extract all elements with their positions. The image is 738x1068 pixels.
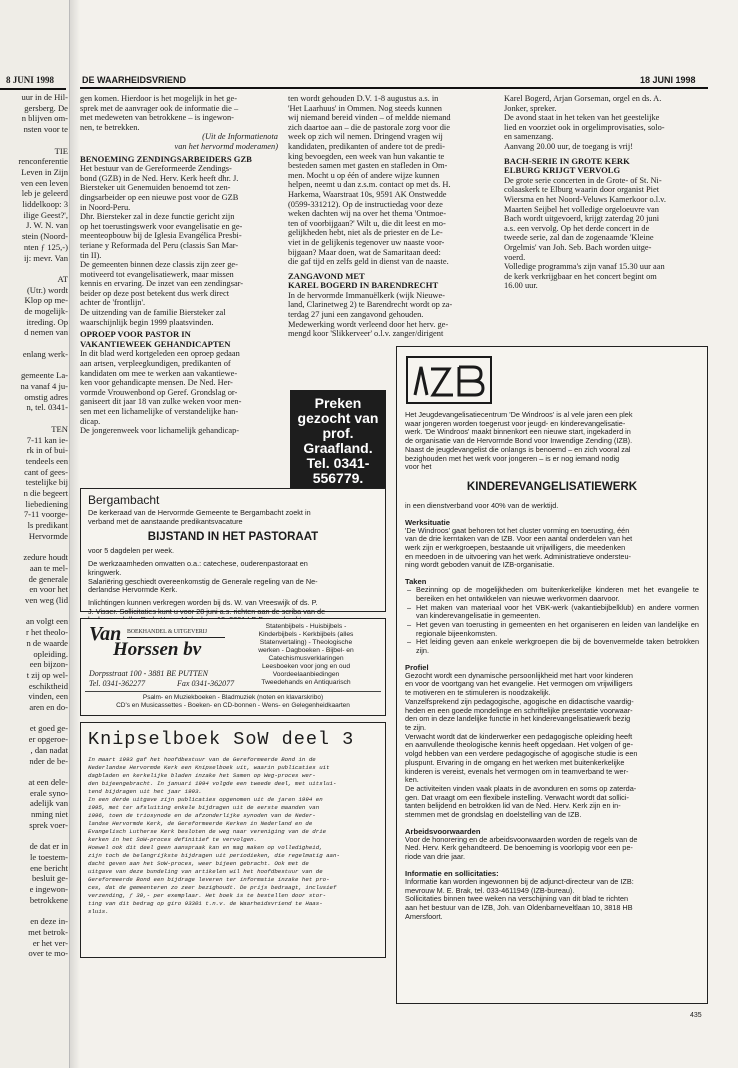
list-item: – Bezinning op de mogelijkheden om buitenkerkelijke kinderen met het evangelie te bereiken en het ontwikkelen van nieuwe werkvormen daarvoor. — [405, 586, 699, 603]
preken-callout — [290, 390, 386, 494]
izb-heading-werksituatie: Werksituatie — [405, 517, 451, 527]
horssen-line — [127, 637, 225, 638]
heading-bach-serie: BACH-SERIE IN GROTE KERK ELBURG KRIJGT VERVOLG — [504, 155, 630, 176]
horssen-ad — [80, 618, 386, 716]
izb-informatie: Informatie kan worden ingewonnen bij de adjunct-directeur van de IZB: mevrouw M. E. Brak, tel. 033-4611949 (IZB-bureau). Sollicitaties binnen twee weken na verschijning van dit blad te richten aan het bestuur van de IZB, Joh. van Oldenbarneveltlaan 10, 3818 HB Amersfoort. — [405, 876, 634, 921]
list-item: – Het geven van toerusting in gemeenten en het organiseren en leiden van landelijke en regionale bijeenkomsten. — [405, 621, 699, 638]
izb-heading-arbeidsvoorwaarden: Arbeidsvoorwaarden — [405, 826, 481, 836]
preken-callout-text: Preken gezocht van prof. Graafland. Tel. 0341- 556779. — [297, 395, 379, 486]
article-signature: (Uit de Informatienota van het hervormd moderamen) — [174, 132, 278, 151]
izb-heading-profiel: Profiel — [405, 662, 429, 672]
izb-logo-icon — [405, 355, 493, 405]
izb-heading-taken: Taken — [405, 577, 427, 587]
left-page-text: uur in de Hil- gersberg. De n blijven om- nsten voor te TIE renconferentie Leven in Zijn ven een leven leb je geleerd liddelkoop: 3 ilige Geest?', J. W. N. van stein (Noord- nten ƒ 125,-) ij: mevr. Van AT (Utr.) wordt Klop op me- de mogelijk- itreding. Op d nemen van enlang werk- gemeente La- na vanaf 4 ju- omstig adres n, tel. 0341- TEN 7-11 kan ie- rk in of bui- tendeels een cant of gees- testelijke bij n die begeert liebediening 7-11 voorge- ls predikant Hervormde zedure houdt aan te mel- de generale en voor het ven weg (lid an volgt een r het theolo- n de waarde opleiding. een bijzon- t zij op wel- eschiktheid vinden, een aren en do- et goed ge- er opgeroe- , dan nadat nder de be- at een dele- erale syno- adelijk van nming niet sprek voer- de dat er in le toestem- ene bericht besluit ge- e ingewon- betrokkene en deze in- met betrok- er het ver- over te mo- — [18, 92, 68, 959]
horssen-list: Statenbijbels - Huisbijbels - Kinderbijbels - Kerkbijbels (alles Statenvertaling) - Theologische werken - Dagboeken - Bijbel- en Catechismusverklaringen Leesboeken voor jong en oud Voordeelaanbiedingen Tweedehands en Antiquarisch — [258, 623, 354, 686]
article-bach-serie: De grote serie concerten in de Grote- of St. Ni- colaaskerk te Elburg waarin door organist Piet Wiersma en het Noord-Veluws Kamerkoor o.l.v. Maarten Seijbel het volledige orgeloeuvre van Bach wordt uitgevoerd, krijgt zaterdag 20 juni a.s. een vervolg. Op het derde concert in de tweede serie, zal dan de zogenaamde 'Kleine Orgelmis' van Joh. Seb. Bach worden uitge- voerd. Volledige programma's zijn vanaf 15.30 uur aan de kerk verkrijgbaar en het concert begint om 16.00 uur. — [504, 175, 666, 291]
izb-profiel: Gezocht wordt een dynamische persoonlijkheid met hart voor kinderen en voor de voortgang van het evangelie. Het vermogen om vrijwilligers te motiveren en te stimuleren is noodzakelijk. Vanzelfsprekend zijn pedagogische, agogische en didactische vaardig- heden en een goede mondelinge en schriftelijke presentatie voorwaar- den om in deze landelijke functie in het kinderevangelisatiewerk bezig te zijn. Verwacht wordt dat de kinderwerker een pedagogische opleiding heeft en aanvullende theologische kennis heeft opgedaan. Het volgen of ge- volgd hebben van een verdere pedagogische of agogische studie is een pluspunt. Ervaring in de omgang en het werken met buitenkerkelijke kinderen is vereist, evenals het vermogen om in teamverband te wer- ken. De activiteiten vinden vaak plaats in de avonduren en soms op zaterda- gen. Dat vraagt om een flexibele instelling. Verwacht wordt dat sollici- tanten belijdend en betrokken lid van de Ned. Herv. Kerk zijn en in- stemmen met de grondslag en doelstelling van de IZB. — [405, 670, 638, 820]
column-2 — [288, 94, 496, 386]
knipselboek-ad — [80, 722, 386, 958]
izb-werksituatie: 'De Windroos' gaat behoren tot het cluster vorming en toerusting, één van de drie kerntaken van de IZB. Voor een aantal onderdelen van het werk zijn er werkgroepen, bestaande uit vrijwilligers, die meedenken en meedoen in de uitvoering van het werk. Administratieve ondersteu- ning wordt geboden vanuit de IZB-organisatie. — [405, 525, 633, 570]
left-page-rule — [0, 88, 66, 90]
bergambacht-tasks: De werkzaamheden omvatten o.a.: catechese, ouderenpastoraat en kringwerk. Salariëring geschiedt overeenkomstig de Generale regeling van de Ne- derlandse Hervormde Kerk. — [88, 559, 318, 595]
horssen-divider — [85, 691, 381, 692]
newspaper-date: 18 JUNI 1998 — [640, 75, 696, 85]
horssen-tel: Tel. 0341-362277 — [89, 679, 146, 688]
izb-title: KINDEREVANGELISATIEWERK — [466, 480, 638, 493]
newspaper-title: DE WAARHEIDSVRIEND — [82, 75, 187, 85]
bergambacht-ad — [80, 488, 386, 616]
heading-pastor-vakantieweek: OPROEP VOOR PASTOR IN VAKANTIEWEEK GEHANDICAPTEN — [80, 329, 231, 349]
horssen-address: Dorpsstraat 100 - 3881 BE PUTTEN — [89, 669, 208, 678]
scan-shadow — [70, 0, 80, 1068]
horssen-footer: Psalm- en Muziekboeken - Bladmuziek (noten en klavarskribo) CD's en Musicassettes - Boeken- en CD-bonnen - Wens- en Gelegenheidkaarten — [116, 694, 350, 710]
article-intro: gen komen. Hierdoor is het mogelijk in het ge- sprek met de aanvrager ook de informatie die – met medeweten van betrokkene – is ingewon- nen, te betrekken. — [80, 94, 239, 132]
article-pastor-vakantieweek: In dit blad werd kortgeleden een oproep gedaan aan artsen, verpleegkundigen, predikanten of kandidaten om mee te werken aan vakantiewe- ken voor gehandicapte mensen. De Ned. Her- vormde Vrouwenbond op Geref. Grondslag or- ganiseert dit jaar 18 van zulke weken voor men- sen met een lichamelijke of verstandelijke han- dicap. De jongerenweek voor lichamelijk gehandicap- — [80, 349, 242, 436]
article-zangavond-cont: Karel Bogerd, Arjan Gorseman, orgel en ds. A. Jonker, spreker. De avond staat in het teken van het geestelijke lied en voorziet ook in orgelimprovisaties, solo- en samenzang. Aanvang 20.00 uur, de toegang is vrij! — [504, 94, 665, 151]
horssen-name: Horssen bv — [113, 639, 202, 660]
bergambacht-place: Bergambacht — [88, 493, 160, 507]
bergambacht-days: voor 5 dagdelen per week. — [88, 546, 174, 556]
article-vakantieweek-cont: ten wordt gehouden D.V. 1-8 augustus a.s. in 'Het Laarhuus' in Ommen. Nog steeds kunnen wij niemand bereid vinden – of meldde niemand zich daartoe aan – die de pastorale zorg voor die week op zich wil nemen. Dringend vragen wij kandidaten, predikanten of andere tot de predi- king bevoegden, een week van hun vakantie te besteden samen met gasten en stafleden in Om- men. Mocht u op één of andere wijze kunnen helpen, neemt u dan z.s.m. contact op met ds. H. Harkema, Waarstraat 10s, 9591 AK Onstwedde (0599-331212). Op de instructiedag voor deze weken dachten wij na over het thema 'Ontmoe- ten of voorbijgaan?' Wilt u, die dit leest en mo- gelijkheden hebt, niet als de priester en de Le- viet in de gelijkenis tegenover uw naaste voor- bijgaan? Maar doen, wat de Samaritaan deed: die gaf tijd en zelfs geld in dienst van de naaste. — [288, 94, 451, 267]
list-item: – Het maken van materiaal voor het VBK-werk (vakantiebijbelklub) en andere vormen van kinderevangelisatie in gemeenten. — [405, 604, 699, 621]
heading-zangavond: ZANGAVOND MET KAREL BOGERD IN BARENDRECHT — [288, 270, 439, 291]
article-zendingsarbeiders: Het bestuur van de Gereformeerde Zendings- bond (GZB) in de Ned. Herv. Kerk heeft dhr. J. Biersteker uit Genemuiden benoemd tot zen- dingsarbeider op een nieuwe post voor de GZB in Noord-Peru. Dhr. Biersteker zal in deze functie gericht zijn op het toerustingswerk voor evangelisatie en ge- meenteopbouw bij de Iglesia Evangélica Presbi- teriane y Reformada del Peru (classis San Mar- tin II). De gemeenten binnen deze classis zijn zeer ge- motiveerd tot evangelisatiewerk, maar missen kennis en ervaring. De inzet van een zendingsar- beider op deze post betekent dus werk direct achter de 'frontlijn'. De uitzending van de familie Biersteker zal waarschijnlijk begin 1999 plaatsvinden. — [80, 164, 244, 327]
column-1 — [80, 94, 278, 488]
header-rule — [80, 87, 708, 89]
bergambacht-intro: De kerkeraad van de Hervormde Gemeente te Bergambacht zoekt in verband met de aanstaande predikantsvacature — [88, 508, 311, 526]
horssen-sub: BOEKHANDEL & UITGEVERIJ — [127, 629, 207, 635]
izb-arbeidsvoorwaarden: Voor de honorering en de arbeidsvoorwaarden worden de regels van de Ned. Herv. Kerk gehandteerd. De benoeming is voorlopig voor een pe- riode van drie jaar. — [405, 834, 638, 862]
heading-zendingsarbeiders: BENOEMING ZENDINGSARBEIDERS GZB — [80, 153, 252, 164]
column-3 — [504, 94, 708, 344]
article-zangavond: In de hervormde Immanuëlkerk (wijk Nieuwe- land, Clarinetweg 2) te Barendrecht wordt op za- terdag 27 juni een zangavond gehouden. Medewerking wordt verleend door het herv. ge- mengd koor 'Slikkerveer' o.l.v. zanger/dirigent — [288, 290, 453, 339]
izb-intro: Het Jeugdevangelisatiecentrum 'De Windroos' is al vele jaren een plek waar jongeren worden toegerust voor jeugd- en kinderevangelisatie- werk. 'De Windroos' maakt binnenkort een nieuwe start, ingekaderd in de organisatie van de Hervormde Bond voor Inwendige Zending (IZB). Naast de jeugdevangelist die onlangs is benoemd – en zich vooral zal bezighouden met het werk voor jongeren – is er nog iemand nodig voor het — [405, 410, 633, 472]
horssen-van: Van — [89, 623, 122, 645]
knipselboek-title: Knipselboek SoW deel 3 — [88, 729, 355, 750]
izb-heading-informatie: Informatie en sollicitaties: — [405, 868, 499, 878]
left-page-date: 8 JUNI 1998 — [6, 75, 55, 85]
izb-ad — [396, 346, 708, 1004]
bergambacht-title: BIJSTAND IN HET PASTORAAT — [147, 531, 319, 544]
izb-dienstverband: in een dienstverband voor 40% van de werktijd. — [405, 500, 559, 510]
bergambacht-info: Inlichtingen kunnen verkregen worden bij ds. W. van Vreeswijk of ds. P. J. Visser. Sollicitaties kunt u voor 28 juni a.s. richten aan de scriba van de — [88, 597, 326, 616]
list-item: – Het leiding geven aan enkele werkgroepen die bij de bovenvermelde taken betrokken zijn. — [405, 638, 699, 655]
izb-taken-list — [405, 586, 699, 656]
page-number: 435 — [690, 1012, 702, 1019]
horssen-fax: Fax 0341-362077 — [177, 679, 235, 688]
knipselboek-body: In maart 1993 gaf het hoofdbestuur van de Gereformeerde Bond in de Nederlandse Hervormde Kerk een Knipselboek uit, waarin publicaties uit dagbladen en kerkelijke bladen inzake het Samen op Weg-proces wer- den bijeengebracht. In januari 1994 volgde een tweede deel, met uitslui- tend bijdragen uit het jaar 1993. In een derde uitgave zijn publicaties opgenomen uit de jaren 1994 en 1995, met ter afsluiting enkele bijdragen uit de eerste maanden van 1996, toen de triosynode en de afzonderlijke synoden van de Neder- landse Hervormde Kerk, de Gereformeerde Kerken in Nederland en de Evangelisch Lutherse Kerk besloten de weg naar vereniging van de drie kerken in het SoW-proces definitief te vervolgen. Hoewel ook dit deel geen aanspraak kan en mag maken op volledigheid, zijn toch de belangrijkste bijdragen uit periodieken, die regelmatig aan- dacht geven aan het SoW-proces, weer bijeen gebracht. Ook met de uitgave van deze bundeling van artikelen wil het hoofdbestuur van de Gereformeerde Bond een bijdrage leveren ter informatie inzake het pro- ces, dat de gemeenteren zo zeer bezighoudt. De prijs bedraagt, inclusief verzending, ƒ 30,- per exemplaar. Het boek is te bestellen door stor- ting van dit bedrag op giro 93301 t.n.v. de Waarheidsvriend te Haas- sluis. — [88, 756, 340, 915]
